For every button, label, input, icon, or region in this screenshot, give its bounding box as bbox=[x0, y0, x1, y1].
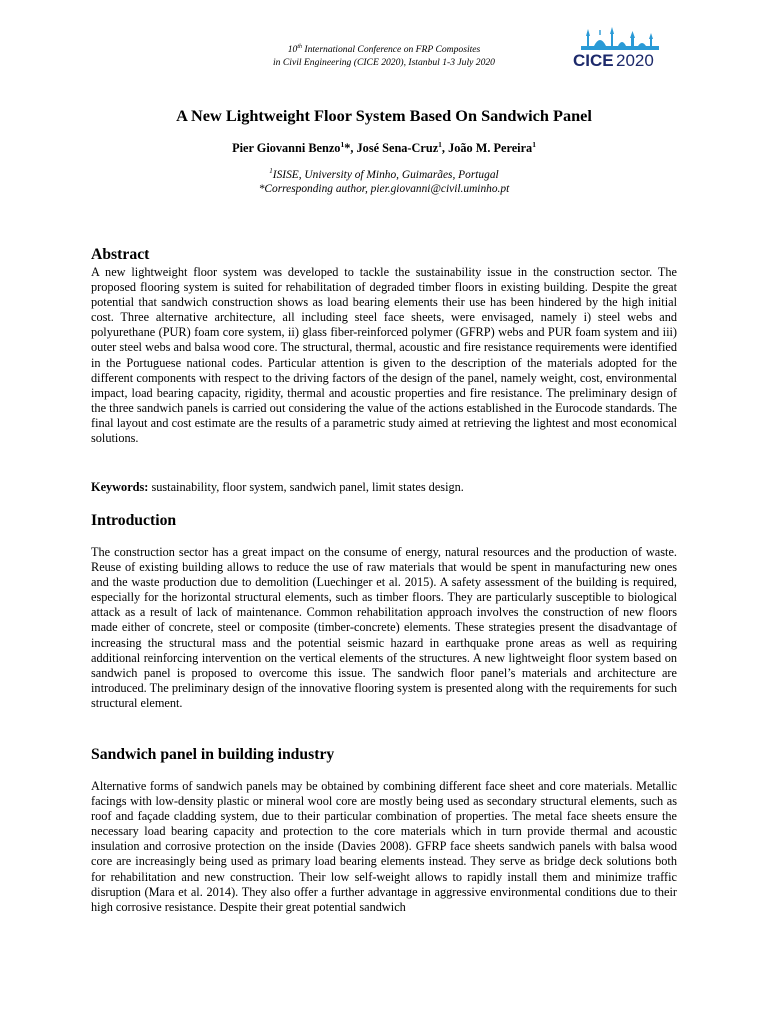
abstract-heading: Abstract bbox=[91, 246, 150, 263]
keywords-label: Keywords: bbox=[91, 480, 149, 494]
conference-header bbox=[248, 43, 520, 69]
conference-line-2: in Civil Engineering (CICE 2020), Istanbul 1-3 July 2020 bbox=[273, 57, 495, 68]
logo-year-text: 2020 bbox=[616, 51, 654, 70]
introduction-text: The construction sector has a great impact on the consume of energy, natural resources and the production of waste. Reuse of existing building allows to reduce the use of raw materials that would be spent in manufacturing new ones and the waste production due to demolition (Luechinger et al. 2015). A safety assessment of the building is required, especially for the horizontal structural elements, such as timber floors. They are particularly susceptible to biological attack as a result of lack of maintenance. Common rehabilitation approach involves the construction of new floors made either of concrete, steel or composite (timber-concrete) elements. These strategies present the disadvantage of increasing the structural mass and the potential seismic hazard in earthquake prone areas as well as requiring additional reinforcing intervention on the vertical elements of the structures. A new lightweight floor system based on sandwich panel is proposed to overcome this issue. The sandwich floor panel’s materials and architecture are introduced. The preliminary design of the innovative flooring system is presented along with the requirements for such structural element. bbox=[91, 545, 677, 710]
affiliation-line: $^1$ISISE, University of Minho, Guimarães, Portugal bbox=[269, 167, 499, 181]
author-name: João M. Pereira bbox=[448, 141, 533, 155]
author-name: José Sena-Cruz bbox=[356, 141, 439, 155]
sandwich-heading: Sandwich panel in building industry bbox=[91, 746, 335, 763]
affiliations bbox=[0, 168, 768, 196]
sandwich-text: Alternative forms of sandwich panels may be obtained by combining different face sheet and core materials. Metallic facings with low-density plastic or mineral wool core are mostly being used as secondary structural elements, such as roof and façade cladding system, due to their particular combination of properties. The metal face sheets ensure the necessary load bearing capacity and protection to the core materials which in turn provide thermal and acoustic insulation and corrosive protection on the inside (Davies 2008). GFRP face sheets sandwich panels with balsa wood core are increasingly being used as primary load bearing elements instead. They serve as bridge deck solutions both for rehabilitation and new construction. Their low self-weight allows to rapidly install them and minimize traffic disruption (Mara et al. 2014). They also offer a further advantage in aggressive environmental conditions due to their high corrosive resistance. Despite their great potential sandwich bbox=[91, 779, 677, 914]
istanbul-skyline-icon bbox=[581, 27, 659, 50]
author-name: Pier Giovanni Benzo bbox=[232, 141, 341, 155]
corresponding-author: *Corresponding author, pier.giovanni@civil.uminho.pt bbox=[258, 183, 510, 195]
abstract-text: A new lightweight floor system was developed to tackle the sustainability issue in the construction sector. The proposed flooring system is suited for rehabilitation of degraded timber floors in existing building. Despite the great potential that sandwich construction shows as load bearing elements their use has been hindered by the high initial cost. Three alternative architecture, all including steel face sheets, were envisaged, namely i) steel webs and polyurethane (PUR) foam core system, ii) glass fiber-reinforced polymer (GFRP) webs and PUR foam system and iii) outer steel webs and balsa wood core. The structural, thermal, acoustic and fire resistance requirements were identified in the Portuguese national codes. Particular attention is given to the description of the materials adopted for the different components with respect to the driving factors of the design of the panel, namely weight, cost, environmental impact, load bearing capacity, rigidity, thermal and acoustic properties and fire resistance. The preliminary design of the three sandwich panels is carried out considering the value of the actions established in the Eurocode standards. The final layout and cost estimate are the results of a parametric study aimed at retrieving the lightest and most economical solutions. bbox=[91, 265, 677, 446]
paper-title: A New Lightweight Floor System Based On Sandwich Panel bbox=[176, 106, 592, 125]
keywords-text: sustainability, floor system, sandwich panel, limit states design. bbox=[148, 480, 464, 494]
cice2020-logo bbox=[567, 24, 659, 70]
conference-line-1: 10th International Conference on FRP Composites bbox=[287, 43, 481, 55]
logo-cice-text: CICE bbox=[573, 51, 614, 70]
author-list: Pier Giovanni Benzo$^1$*, José Sena-Cruz$^1$, João M. Pereira$^1$ bbox=[232, 139, 536, 155]
introduction-heading: Introduction bbox=[91, 512, 177, 529]
keywords bbox=[91, 480, 677, 495]
